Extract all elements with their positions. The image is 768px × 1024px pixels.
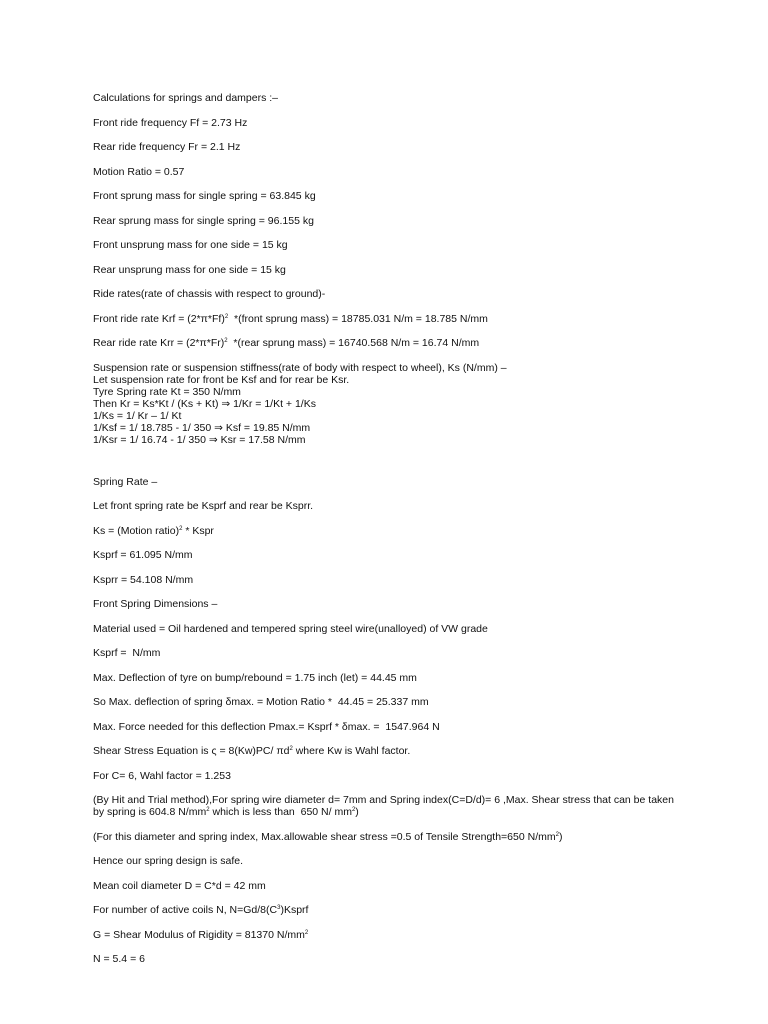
suspension-line-6: 1/Ksf = 1/ 18.785 - 1/ 350 ⇒ Ksf = 19.85 N/mm (93, 421, 311, 434)
rear-ride-frequency: Rear ride frequency Fr = 2.1 Hz (93, 141, 241, 153)
front-ride-frequency: Front ride frequency Ff = 2.73 Hz (93, 116, 248, 129)
front-spring-heading: Front Spring Dimensions – (93, 598, 218, 610)
front-sprung-mass: Front sprung mass for single spring = 63.845 kg (93, 190, 316, 202)
spring-rate-let: Let front spring rate be Ksprf and rear be Ksprr. (93, 500, 314, 512)
document-body (93, 92, 733, 978)
motion-ratio: Motion Ratio = 0.57 (93, 165, 185, 178)
spring-rate-formula: Ks = (Motion ratio)$^2$ * Kspr (93, 524, 214, 537)
ksprr-value: Ksprr = 54.108 N/mm (93, 573, 194, 586)
rear-sprung-mass: Rear sprung mass for single spring = 96.155 kg (93, 214, 314, 227)
allowable-shear-stress: (For this diameter and spring index, Max.allowable shear stress =0.5 of Tensile Strength=650 $N/mm^2$) (93, 830, 563, 843)
material-used: Material used = Oil hardened and tempered spring steel wire(unalloyed) of VW grade (93, 622, 488, 635)
rear-ride-rate: Rear ride rate Krr = $(2*\pi*Fr)^2$ *(rear sprung mass) = 16740.568 N/m = 16.74 N/mm (93, 337, 480, 349)
suspension-line-4: Then Kr = Ks*Kt / (Ks + Kt) ⇒ 1/Kr = 1/Kt + 1/Ks (93, 397, 316, 410)
front-ride-rate: Front ride rate Krf = $(2*\pi*Ff)^2$ *(front sprung mass) = 18785.031 N/m = 18.785 N/mm (93, 312, 488, 325)
spring-rate-heading: Spring Rate – (93, 475, 158, 488)
front-unsprung-mass: Front unsprung mass for one side = 15 kg (93, 239, 288, 251)
max-deflection-spring: So Max. deflection of spring δmax. = Motion Ratio * 44.45 = 25.337 mm (93, 696, 429, 708)
n-result: N = 5.4 = 6 (93, 953, 145, 965)
wahl-factor: For C= 6, Wahl factor = 1.253 (93, 769, 231, 782)
max-force: Max. Force needed for this deflection Pmax.= Ksprf * δmax. = 1547.964 N (93, 720, 440, 733)
design-safe: Hence our spring design is safe. (93, 855, 243, 867)
ksprf-blank: Ksprf = N/mm (93, 647, 161, 659)
suspension-line-1: Suspension rate or suspension stiffness(rate of body with respect to wheel), Ks (N/mm) – (93, 361, 507, 374)
active-coils: For number of active coils N, $N=Gd/8(C^3)Ksprf$ (93, 904, 309, 916)
rear-unsprung-mass: Rear unsprung mass for one side = 15 kg (93, 263, 286, 276)
mean-coil-diameter: Mean coil diameter D = C*d = 42 mm (93, 879, 266, 892)
suspension-rate-block (93, 362, 733, 446)
hit-and-trial: (By Hit and Trial method),For spring wire diameter d= 7mm and Spring index(C=D/d)= 6 ,Max. Shear stress that can be taken by spring is 604.8 $N/mm^2$ which is less than 650 N/ $mm^2$) (93, 794, 674, 818)
suspension-line-3: Tyre Spring rate Kt = 350 N/mm (93, 385, 241, 398)
ride-rates-heading: Ride rates(rate of chassis with respect to ground)- (93, 288, 326, 300)
ksprf-value: Ksprf = 61.095 N/mm (93, 549, 193, 561)
suspension-line-5: 1/Ks = 1/ Kr – 1/ Kt (93, 409, 182, 422)
document-title: Calculations for springs and dampers :– (93, 92, 279, 104)
shear-modulus: G = Shear Modulus of Rigidity = 81370 $N/mm^2$ (93, 928, 309, 941)
suspension-line-7: 1/Ksr = 1/ 16.74 - 1/ 350 ⇒ Ksr = 17.58 N/mm (93, 433, 306, 446)
max-deflection-tyre: Max. Deflection of tyre on bump/rebound = 1.75 inch (let) = 44.45 mm (93, 671, 417, 684)
suspension-line-2: Let suspension rate for front be Ksf and for rear be Ksr. (93, 373, 350, 386)
shear-stress-equation: Shear Stress Equation is ς = 8(Kw)PC/ $\pi d^2$ where Kw is Wahl factor. (93, 745, 411, 757)
